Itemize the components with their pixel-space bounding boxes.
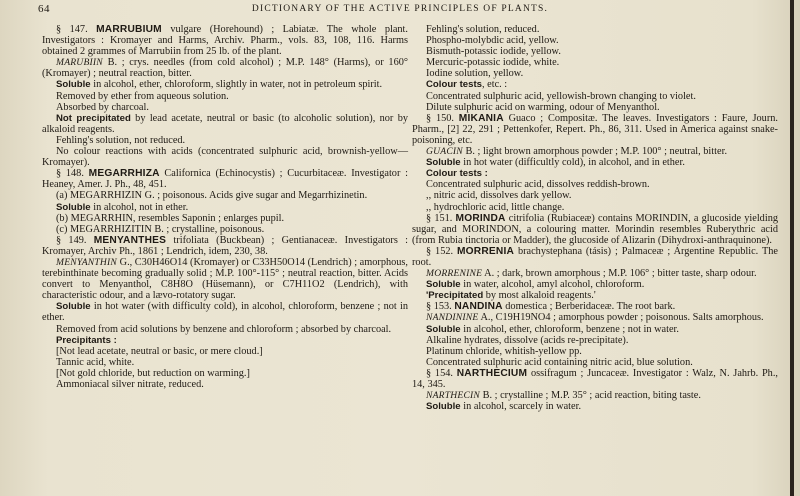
list-line: [42, 368, 408, 379]
principle-name: NANDININE: [426, 312, 479, 324]
line-text: Fehling's solution, reduced.: [426, 24, 540, 35]
paragraph: [42, 113, 408, 135]
genus-heading: MARRUBIUM: [96, 24, 162, 35]
section-number: § 150.: [426, 112, 459, 124]
body-text: citrifolia (Rubiaceæ) contains MORINDIN, a glucoside yielding sugar, and MORINDON, a colouring matter. Morindin resembles Ruberythric acid (from Rubia tinctoria or Madder), the glucoside of Alizarin (Dihydroxi-anthraquinone).: [412, 212, 778, 246]
body-text: , etc. :: [481, 79, 508, 91]
body-text: Alkaline hydrates, dissolve (acids re-precipitate).: [426, 334, 629, 346]
list-line: [412, 57, 778, 68]
paragraph: [412, 157, 778, 168]
paragraph: [412, 268, 778, 279]
right-column: [412, 24, 778, 412]
bold-term: Precipitants :: [56, 334, 117, 346]
body-text: in alcohol, scarcely in water.: [460, 401, 582, 413]
line-text: ,, nitric acid, dissolves dark yellow.: [426, 190, 572, 202]
body-text: G., C30H46O14 (Kromayer) or C33H50O14 (Lendrich) ; amorphous, terebinthinate becoming gradually solid ; M.P. 100°-115° ; neutral reaction, bitter. Acids convert to Menyanthol, C8H8O (Hüsemann), or C7H11O2 (Lendrich), with characteristic odour, and a lævo-rotatory sugar.: [42, 256, 408, 302]
genus-heading: MORRENIA: [456, 245, 515, 257]
running-header: [0, 3, 800, 17]
principle-name: GUACIN: [426, 146, 463, 158]
line-text: Dilute sulphuric acid on warming, odour of Menyanthol.: [426, 101, 660, 113]
paragraph: [42, 257, 408, 301]
list-line: [412, 46, 778, 57]
list-line: [42, 346, 408, 357]
bold-term: Soluble: [426, 279, 461, 291]
line-text: Concentrated sulphuric acid, yellowish-brown changing to violet.: [426, 90, 696, 102]
section-number: § 147.: [56, 24, 97, 35]
genus-heading: MENYANTHES: [93, 234, 167, 246]
body-text: in alcohol, ether, chloroform, slightly in water, not in petroleum spirit.: [90, 79, 383, 91]
body-text: A. ; dark, brown amorphous ; M.P. 106° ; bitter taste, sharp odour.: [482, 268, 757, 280]
list-line: [42, 357, 408, 368]
body-text: by lead acetate, neutral or basic (to alcoholic solution), nor by alkaloid reagents.: [42, 112, 408, 135]
genus-heading: MORINDA: [455, 212, 506, 224]
list-line: [412, 91, 778, 102]
body-text: B. ; crystalline ; M.P. 35° ; acid reaction, biting taste.: [480, 390, 701, 402]
paragraph: [412, 357, 778, 368]
paragraph: [412, 290, 778, 301]
section-entry: [412, 246, 778, 268]
bold-term: Soluble: [426, 401, 461, 413]
genus-heading: NARTHECIUM: [456, 367, 528, 379]
section-entry: [412, 213, 778, 246]
paragraph: [42, 213, 408, 224]
section-number: § 149.: [56, 234, 94, 246]
line-text: Bismuth-potassic iodide, yellow.: [426, 46, 561, 58]
body-text: Absorbed by charcoal.: [56, 101, 149, 113]
body-text: in alcohol, ether, chloroform, benzene ; not in water.: [460, 323, 679, 335]
paragraph: [42, 91, 408, 102]
bold-term: Soluble: [426, 323, 461, 335]
line-text: ,, hydrochloric acid, little change.: [426, 201, 565, 213]
line-text: Ammoniacal silver nitrate, reduced.: [56, 379, 204, 390]
body-text: A., C19H19NO4 ; amorphous powder ; poisonous. Salts amorphous.: [478, 312, 764, 324]
genus-heading: MIKANIA: [458, 112, 504, 124]
body-text: domestica ; Berberidaceæ. The root bark.: [502, 301, 676, 313]
body-text: Concentrated sulphuric acid containing nitric acid, blue solution.: [426, 356, 693, 368]
page-edge-shadow: [790, 0, 794, 496]
paragraph: [412, 346, 778, 357]
list-line: [412, 102, 778, 113]
body-text: B. ; light brown amorphous powder ; M.P. 100° ; neutral, bitter.: [462, 146, 728, 158]
line-text: [Not gold chloride, but reduction on warming.]: [56, 367, 250, 379]
paragraph: [412, 279, 778, 290]
body-text: vulgare (Horehound) ; Labiatæ. The whole plant. Investigators : Kromayer and Harms, Archiv. Pharm., vols. 83, 108, 116. Harms obtained 2 grammes of Marrubiin from 25 lb. of the plant.: [42, 24, 408, 58]
body-text: brachystephana (tásis) ; Palmaceæ ; Argentine Republic. The root.: [412, 245, 778, 268]
body-text: in water, alcohol, amyl alcohol, chloroform.: [460, 279, 645, 291]
body-text: in hot water (with difficulty cold), in alcohol, chloroform, benzene ; not in ether.: [42, 301, 408, 324]
line-text: Tannic acid, white.: [56, 356, 135, 368]
paragraph: [42, 146, 408, 168]
section-entry: [42, 235, 408, 257]
bold-term: Soluble: [426, 157, 461, 169]
section-number: § 152.: [426, 245, 457, 257]
list-line: [412, 202, 778, 213]
bold-term: 'Precipitated: [426, 290, 484, 302]
body-text: Fehling's solution, not reduced.: [56, 134, 186, 146]
bold-term: Soluble: [56, 301, 91, 313]
genus-heading: NANDINA: [454, 301, 503, 313]
body-text: B. ; crys. needles (from cold alcohol) ; M.P. 148° (Harms), or 160° (Kromayer) ; neutral reaction, bitter.: [42, 57, 408, 80]
body-text: Platinum chloride, whitish-yellow pp.: [426, 345, 582, 357]
list-line: [412, 24, 778, 35]
list-line: [412, 190, 778, 201]
body-text: (c) MEGARRHIZITIN B. ; crystalline, poisonous.: [56, 223, 265, 235]
paragraph: [42, 301, 408, 323]
line-text: [Not lead acetate, neutral or basic, or mere cloud.]: [56, 345, 263, 357]
paragraph: [42, 202, 408, 213]
body-text: by most alkaloid reagents.': [483, 290, 596, 302]
body-text: Concentrated sulphuric acid, dissolves reddish-brown.: [426, 179, 650, 191]
running-title: DICTIONARY OF THE ACTIVE PRINCIPLES OF PLANTS.: [251, 4, 549, 14]
line-text: Phospho-molybdic acid, yellow.: [426, 35, 559, 47]
body-text: in hot water (difficultly cold), in alcohol, and in ether.: [460, 157, 685, 169]
paragraph: [42, 102, 408, 113]
paragraph: [412, 179, 778, 190]
list-line: [412, 35, 778, 46]
bold-term: Colour tests :: [426, 168, 488, 180]
bold-term: Colour tests: [426, 79, 482, 91]
paragraph: [42, 190, 408, 201]
bold-term: Soluble: [56, 201, 91, 213]
section-number: § 154.: [426, 367, 457, 379]
paragraph: [412, 146, 778, 157]
paragraph: [42, 79, 408, 90]
page-number: 64: [38, 3, 50, 15]
list-line: [42, 379, 408, 390]
section-entry: [42, 168, 408, 190]
paragraph: [42, 135, 408, 146]
body-text: in alcohol, not in ether.: [90, 201, 189, 213]
principle-name: NARTHECIN: [426, 390, 481, 402]
paragraph: [412, 401, 778, 412]
principle-name: MARUBIIN: [56, 57, 103, 69]
genus-heading: MEGARRHIZA: [88, 168, 160, 180]
paragraph: [412, 168, 778, 179]
section-number: § 151.: [426, 212, 456, 224]
paragraph: [42, 324, 408, 335]
line-text: Mercuric-potassic iodide, white.: [426, 57, 560, 69]
section-entry: [412, 113, 778, 146]
bold-term: Soluble: [56, 79, 91, 91]
body-text: Removed from acid solutions by benzene and chloroform ; absorbed by charcoal.: [56, 323, 392, 335]
body-text: No colour reactions with acids (concentrated sulphuric acid, brownish-yellow—Kromayer).: [42, 146, 408, 169]
list-line: [412, 68, 778, 79]
body-text: Guaco ; Compositæ. The leaves. Investigators : Faure, Journ. Pharm., [2] 22, 291 ; Pettenkofer, Repert. Ph., 86, 311. Used in America against snake-poisoning, etc.: [412, 112, 778, 146]
body-text: (a) MEGARRHIZIN G. ; poisonous. Acids give sugar and Megarrhizinetin.: [56, 190, 368, 202]
section-entry: [412, 368, 778, 390]
paragraph: [412, 335, 778, 346]
paragraph: [42, 57, 408, 79]
bold-term: Not precipitated: [56, 112, 131, 124]
section-number: § 153.: [426, 301, 455, 313]
paragraph: [412, 324, 778, 335]
body-text: Removed by ether from aqueous solution.: [56, 90, 229, 102]
left-column: [42, 24, 408, 390]
body-text: Californica (Echinocystis) ; Cucurbitaceæ. Investigator : Heaney, Amer. J. Ph., 48, 451.: [42, 168, 408, 191]
body-text: (b) MEGARRHIN, resembles Saponin ; enlarges pupil.: [56, 212, 285, 224]
paragraph: [42, 224, 408, 235]
section-entry: [412, 301, 778, 312]
line-text: Iodine solution, yellow.: [426, 68, 524, 80]
section-number: § 148.: [56, 168, 89, 180]
paragraph: [412, 390, 778, 401]
principle-name: MENYANTHIN: [56, 256, 118, 268]
paragraph: [42, 335, 408, 346]
paragraph: [412, 79, 778, 90]
principle-name: MORRENINE: [426, 268, 483, 280]
body-text: ossifragum ; Juncaceæ. Investigator : Walz, N. Jahrb. Ph., 14, 345.: [412, 367, 778, 390]
body-text: trifoliata (Buckbean) ; Gentianaceæ. Investigators : Kromayer, Archiv Ph., 1861 ; Lendrich, idem, 230, 38.: [42, 234, 408, 257]
section-entry: [42, 24, 408, 57]
paragraph: [412, 312, 778, 323]
